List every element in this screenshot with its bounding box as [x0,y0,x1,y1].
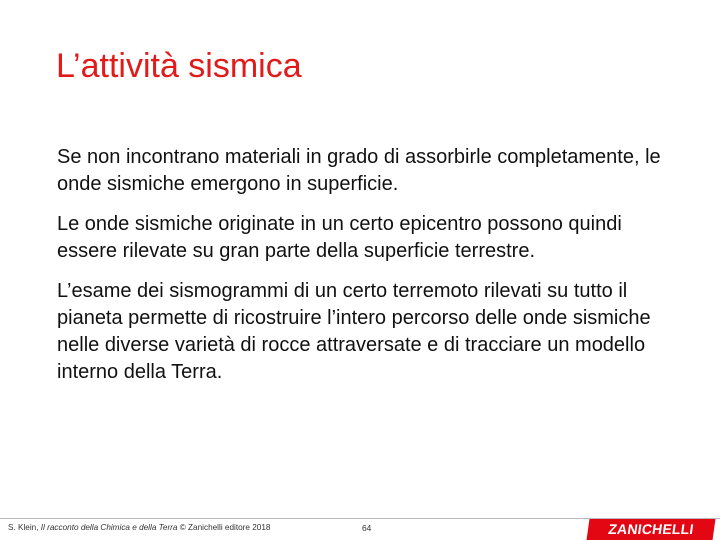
slide-body [57,144,667,399]
slide-title: L’attività sismica [56,47,302,85]
footer-book-title: Il racconto della Chimica e della Terra [40,523,178,532]
paragraph-3: L’esame dei sismogrammi di un certo terremoto rilevati su tutto il pianeta permette di ricostruire l’intero percorso delle onde sismiche nelle diverse varietà di rocce attraversate e di tracciare un modello interno della Terra. [57,280,651,383]
footer-publisher: © Zanichelli editore 2018 [179,523,271,532]
footer-author: S. Klein, [8,523,39,532]
paragraph-2: Le onde sismiche originate in un certo epicentro possono quindi essere rilevate su gran parte della superficie terrestre. [57,213,622,262]
zanichelli-logo: ZANICHELLI [587,519,716,540]
paragraph-1: Se non incontrano materiali in grado di assorbirle completamente, le onde sismiche emergono in superficie. [57,146,661,195]
footer-citation [8,522,270,534]
page-number: 64 [362,523,372,533]
